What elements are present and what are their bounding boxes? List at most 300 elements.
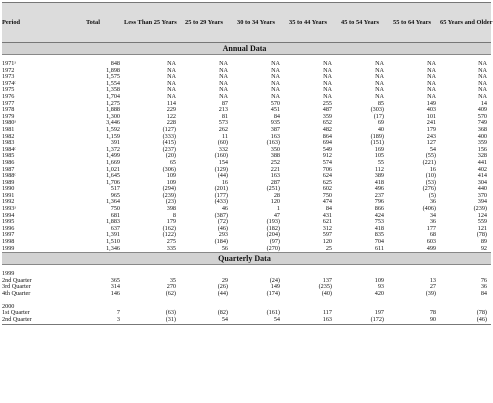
table-row (2, 226, 491, 233)
table-cell: 154 (218, 158, 228, 166)
table-cell: 36 (480, 283, 487, 291)
table-cell: 54 (273, 315, 280, 323)
table-cell: 1,391 (106, 231, 120, 239)
table-cell: (270) (266, 244, 280, 252)
table-cell: (251) (266, 185, 280, 193)
table-cell: NA (427, 60, 436, 67)
table-cell: 621 (322, 218, 332, 226)
table-cell: 270 (166, 283, 176, 291)
table-cell: 109 (374, 276, 384, 284)
row-period: 1994 (2, 211, 15, 219)
group-year-label: 2000 (2, 302, 15, 310)
table-cell: (129) (214, 165, 228, 173)
row-period: 1st Quarter (2, 309, 30, 317)
table-cell: 1,706 (106, 178, 120, 186)
table-cell: (40) (321, 290, 332, 297)
table-cell: 36 (429, 198, 436, 206)
table-cell: 1,575 (106, 73, 120, 81)
table-cell: 89 (480, 238, 487, 246)
row-period: 1986 (2, 158, 15, 166)
table-cell: (82) (217, 309, 228, 317)
table-cell: NA (271, 73, 280, 81)
table-cell: (46) (217, 224, 228, 232)
empty-cell (66, 304, 124, 311)
table-cell: 114 (166, 99, 176, 107)
group-year-label: 1999 (2, 270, 15, 278)
table-cell: 402 (477, 165, 487, 173)
table-cell: 414 (477, 172, 487, 180)
group-label-row (2, 304, 491, 311)
table-cell: 163 (270, 172, 280, 180)
table-cell: (184) (214, 238, 228, 246)
table-cell: (72) (217, 218, 228, 226)
table-cell: (163) (266, 139, 280, 147)
table-cell: 35 (169, 276, 176, 284)
table-cell: 1,554 (106, 79, 120, 87)
table-row (2, 114, 491, 121)
table-cell: 169 (374, 145, 384, 153)
table-cell: 611 (374, 244, 384, 252)
table-cell: 1,510 (106, 238, 120, 246)
table-cell: NA (271, 66, 280, 74)
table-row (2, 94, 491, 101)
table-cell: NA (271, 79, 280, 87)
table-row (2, 173, 491, 180)
table-cell: 213 (218, 106, 228, 114)
table-cell: 105 (374, 152, 384, 160)
table-cell: NA (478, 66, 487, 74)
table-cell: (161) (266, 309, 280, 317)
table-cell: 1 (276, 205, 280, 213)
table-cell: (44) (217, 290, 228, 297)
table-cell: NA (219, 73, 228, 81)
table-cell: 221 (270, 165, 280, 173)
table-cell: 197 (374, 309, 384, 317)
row-period: 1992 (2, 198, 15, 206)
table-cell: 409 (477, 106, 487, 114)
table-cell: 56 (221, 244, 228, 252)
table-cell: NA (427, 86, 436, 94)
table-cell: 418 (374, 178, 384, 186)
table-cell: (174) (266, 290, 280, 297)
table-cell: 559 (477, 218, 487, 226)
table-cell: 54 (429, 145, 436, 153)
table-cell: 749 (477, 119, 487, 127)
table-row (2, 167, 491, 174)
table-row (2, 317, 491, 324)
table-cell: 1,358 (106, 86, 120, 94)
table-cell: NA (167, 92, 176, 100)
table-cell: 228 (166, 119, 176, 127)
table-cell: 597 (322, 231, 332, 239)
table-row (2, 120, 491, 127)
table-cell: 11 (222, 132, 228, 140)
header-45-54: 45 to 54 Years (336, 3, 388, 43)
table-cell: 359 (322, 112, 332, 120)
table-cell: 78 (429, 309, 436, 317)
table-cell: (201) (214, 185, 228, 193)
table-cell: NA (427, 66, 436, 74)
table-cell: (151) (370, 139, 384, 147)
table-cell: 1,704 (106, 92, 120, 100)
table-cell: (303) (370, 106, 384, 114)
table-cell: 1,898 (106, 66, 120, 74)
table-cell: NA (219, 79, 228, 87)
table-cell: (237) (162, 145, 176, 153)
table-cell: NA (478, 86, 487, 94)
table-cell: (204) (266, 231, 280, 239)
table-cell: 243 (426, 132, 436, 140)
table-cell: 474 (322, 198, 332, 206)
table-cell: 262 (218, 125, 228, 133)
table-cell: 1,364 (106, 198, 120, 206)
table-cell: (46) (476, 315, 487, 323)
table-cell: NA (271, 60, 280, 67)
table-cell: 1,300 (106, 112, 120, 120)
table-cell: 573 (218, 119, 228, 127)
table-cell: 179 (426, 125, 436, 133)
bottom-rule-row (2, 323, 491, 325)
table-row (2, 213, 491, 220)
table-cell: (294) (162, 185, 176, 193)
table-cell: (10) (425, 172, 436, 180)
table-cell: 368 (477, 125, 487, 133)
table-row (2, 68, 491, 75)
table-cell: (177) (214, 191, 228, 199)
table-cell: 149 (426, 99, 436, 107)
table-cell: 47 (273, 211, 280, 219)
table-cell: 750 (110, 205, 120, 213)
table-cell: 179 (166, 218, 176, 226)
table-cell: (63) (165, 309, 176, 317)
table-cell: 163 (270, 132, 280, 140)
table-cell: 365 (110, 276, 120, 284)
header-35-44: 35 to 44 Years (284, 3, 336, 43)
table-cell: 40 (377, 125, 384, 133)
table-cell: 84 (480, 290, 487, 297)
table-cell: (415) (162, 139, 176, 147)
table-cell: NA (375, 60, 384, 67)
table-cell: (333) (162, 132, 176, 140)
table-cell: NA (323, 60, 332, 67)
header-65-plus: 65 Years and Older (440, 3, 491, 43)
header-30-34: 30 to 34 Years (232, 3, 284, 43)
row-period: 1972 (2, 66, 15, 74)
section-header-row (2, 43, 491, 55)
row-period: 1989 (2, 178, 15, 186)
table-cell: (23) (165, 198, 176, 206)
header-total: Total (66, 3, 124, 43)
table-cell: 3 (116, 315, 120, 323)
table-cell: (239) (473, 205, 487, 213)
row-period: 1985 (2, 152, 15, 160)
table-row (2, 81, 491, 88)
row-period: 1983 (2, 139, 15, 147)
table-cell: 287 (270, 178, 280, 186)
table-row (2, 87, 491, 94)
table-cell: 1,888 (106, 106, 120, 114)
table-cell: 109 (166, 172, 176, 180)
table-cell: (122) (162, 231, 176, 239)
table-cell: 177 (426, 224, 436, 232)
row-period: 1987 (2, 165, 15, 173)
table-cell: (127) (162, 125, 176, 133)
table-cell: 81 (221, 112, 228, 120)
table-cell: (235) (318, 283, 332, 291)
table-cell: 400 (477, 132, 487, 140)
table-cell: 34 (429, 211, 436, 219)
table-cell: 328 (477, 152, 487, 160)
table-cell: NA (167, 73, 176, 81)
table-cell: (17) (373, 112, 384, 120)
table-cell: 482 (322, 125, 332, 133)
row-period: 1977 (2, 99, 15, 107)
table-cell: NA (375, 86, 384, 94)
row-period: 1981 (2, 125, 15, 133)
table-cell: (189) (370, 132, 384, 140)
table-row (2, 186, 491, 193)
table-cell: 403 (426, 106, 436, 114)
table-cell: 293 (218, 231, 228, 239)
table-cell: 796 (374, 198, 384, 206)
row-period: 1982 (2, 132, 15, 140)
row-period: 1996 (2, 224, 15, 232)
row-period: 1990 (2, 185, 15, 193)
table-cell: 109 (166, 178, 176, 186)
table-cell: 681 (110, 211, 120, 219)
table-cell: 935 (270, 119, 280, 127)
row-period: 1976 (2, 92, 15, 100)
table-cell: NA (219, 86, 228, 94)
table-row (2, 239, 491, 246)
table-cell: 84 (325, 205, 332, 213)
table-cell: (182) (266, 224, 280, 232)
table-cell: 90 (429, 315, 436, 323)
table-row (2, 206, 491, 213)
table-cell: (5) (428, 191, 436, 199)
table-row (2, 193, 491, 200)
row-period: 1975 (2, 86, 15, 94)
table-cell: 398 (166, 205, 176, 213)
table-cell: (44) (217, 172, 228, 180)
row-period: 1984ᶜ (2, 145, 16, 153)
table-cell: (24) (269, 276, 280, 284)
row-period: 2nd Quarter (2, 315, 32, 323)
table-cell: 65 (169, 158, 176, 166)
table-cell: 120 (270, 198, 280, 206)
group-label-row (2, 271, 491, 278)
row-period: 1980ᵃ (2, 119, 17, 127)
table-cell: 8 (172, 211, 176, 219)
table-row (2, 310, 491, 317)
table-cell: 451 (270, 106, 280, 114)
table-cell: NA (478, 92, 487, 100)
table-row (2, 107, 491, 114)
table-cell: 517 (110, 185, 120, 193)
table-cell: (62) (165, 290, 176, 297)
table-cell: NA (323, 73, 332, 81)
header-55-64: 55 to 64 Years (388, 3, 440, 43)
table-cell: 124 (477, 211, 487, 219)
table-cell: 46 (221, 205, 228, 213)
table-row (2, 180, 491, 187)
table-cell: (26) (217, 283, 228, 291)
table-cell: NA (375, 66, 384, 74)
table-cell: NA (478, 60, 487, 67)
table-cell: 389 (374, 172, 384, 180)
table-header-row (2, 3, 491, 43)
row-period: 1988ᶜ (2, 172, 16, 180)
table-row (2, 291, 491, 298)
table-cell: 496 (374, 185, 384, 193)
table-cell: 76 (480, 276, 487, 284)
table-cell: 388 (270, 152, 280, 160)
table-cell: 866 (374, 205, 384, 213)
table-cell: NA (427, 92, 436, 100)
table-cell: 121 (477, 224, 487, 232)
row-period: 1999 (2, 244, 15, 252)
table-cell: (53) (425, 178, 436, 186)
table-cell: 420 (374, 290, 384, 297)
table-row (2, 61, 491, 68)
table-cell: 424 (374, 211, 384, 219)
header-25-29: 25 to 29 Years (180, 3, 232, 43)
row-period: 4th Quarter (2, 290, 31, 297)
table-cell: 149 (270, 283, 280, 291)
table-cell: 92 (480, 244, 487, 252)
table-cell: NA (167, 60, 176, 67)
table-cell: 1,592 (106, 125, 120, 133)
row-period: 1991 (2, 191, 15, 199)
table-cell: (160) (214, 152, 228, 160)
table-cell: 602 (322, 185, 332, 193)
table-cell: NA (375, 73, 384, 81)
row-period: 1997 (2, 231, 15, 239)
table-cell: NA (219, 92, 228, 100)
table-cell: 1,645 (106, 172, 120, 180)
table-cell: 28 (273, 191, 280, 199)
table-cell: NA (271, 86, 280, 94)
row-period: 1998 (2, 238, 15, 246)
table-cell: 753 (374, 218, 384, 226)
table-cell: 1,346 (106, 244, 120, 252)
table-cell: 394 (477, 198, 487, 206)
table-cell: (55) (425, 152, 436, 160)
table-cell: 229 (166, 106, 176, 114)
bottom-rule (2, 323, 491, 325)
table-cell: 652 (322, 119, 332, 127)
table-cell: NA (375, 79, 384, 87)
table-cell: 16 (429, 165, 436, 173)
table-cell: 156 (477, 145, 487, 153)
table-cell: 314 (110, 283, 120, 291)
section-header-row (2, 253, 491, 265)
table-cell: 275 (166, 238, 176, 246)
row-period: 1974ᶜ (2, 79, 16, 87)
table-cell: 54 (221, 315, 228, 323)
table-cell: 835 (374, 231, 384, 239)
table-cell: 252 (270, 158, 280, 166)
table-row (2, 199, 491, 206)
table-cell: 1,021 (106, 165, 120, 173)
table-cell: 137 (322, 276, 332, 284)
table-cell: 570 (477, 112, 487, 120)
table-cell: 127 (426, 139, 436, 147)
table-cell: 85 (377, 99, 384, 107)
table-cell: 1,499 (106, 152, 120, 160)
table-cell: 704 (374, 238, 384, 246)
table-cell: 418 (374, 224, 384, 232)
table-row (2, 246, 491, 253)
table-cell: 101 (426, 112, 436, 120)
header-under-25: Less Than 25 Years (124, 3, 180, 43)
table-cell: 29 (221, 276, 228, 284)
table-cell: (387) (214, 211, 228, 219)
table-cell: 370 (477, 191, 487, 199)
row-period: 1993ᵃ (2, 205, 17, 213)
table-cell: 87 (221, 99, 228, 107)
table-cell: 93 (377, 283, 384, 291)
table-cell: 750 (322, 191, 332, 199)
table-cell: NA (167, 86, 176, 94)
table-cell: (306) (162, 165, 176, 173)
table-cell: (60) (217, 139, 228, 147)
table-cell: 237 (374, 191, 384, 199)
table-cell: 1,883 (106, 218, 120, 226)
table-cell: 27 (429, 283, 436, 291)
table-cell: 487 (322, 106, 332, 114)
table-cell: 146 (110, 290, 120, 297)
table-cell: 440 (477, 185, 487, 193)
table-cell: NA (167, 66, 176, 74)
table-cell: 864 (322, 132, 332, 140)
table-cell: 549 (322, 145, 332, 153)
row-period: 1971ᵃ (2, 60, 17, 67)
table-cell: 16 (221, 178, 228, 186)
table-cell: 68 (429, 231, 436, 239)
table-row (2, 147, 491, 154)
table-cell: 441 (477, 158, 487, 166)
table-cell: 84 (273, 112, 280, 120)
table-cell: 69 (377, 119, 384, 127)
table-cell: NA (478, 79, 487, 87)
table-cell: (162) (162, 224, 176, 232)
table-cell: (78) (476, 309, 487, 317)
table-cell: 387 (270, 125, 280, 133)
table-cell: 1,159 (106, 132, 120, 140)
row-period: 1978 (2, 106, 15, 114)
table-cell: 36 (429, 218, 436, 226)
table-cell: NA (478, 73, 487, 81)
table-cell: 112 (374, 165, 384, 173)
header-period: Period (2, 3, 66, 43)
row-period: 1973 (2, 73, 15, 81)
table-row (2, 140, 491, 147)
section-title: Annual Data (2, 43, 491, 55)
table-cell: 55 (377, 158, 384, 166)
table-cell: 3,446 (106, 119, 120, 127)
table-cell: (221) (422, 158, 436, 166)
table-cell: (97) (269, 238, 280, 246)
table-cell: (20) (165, 152, 176, 160)
table-row (2, 160, 491, 167)
row-period: 1979 (2, 112, 15, 120)
table-row (2, 232, 491, 239)
table-cell: 848 (110, 60, 120, 67)
table-cell: 335 (166, 244, 176, 252)
table-cell: 312 (322, 224, 332, 232)
table-cell: 625 (322, 178, 332, 186)
